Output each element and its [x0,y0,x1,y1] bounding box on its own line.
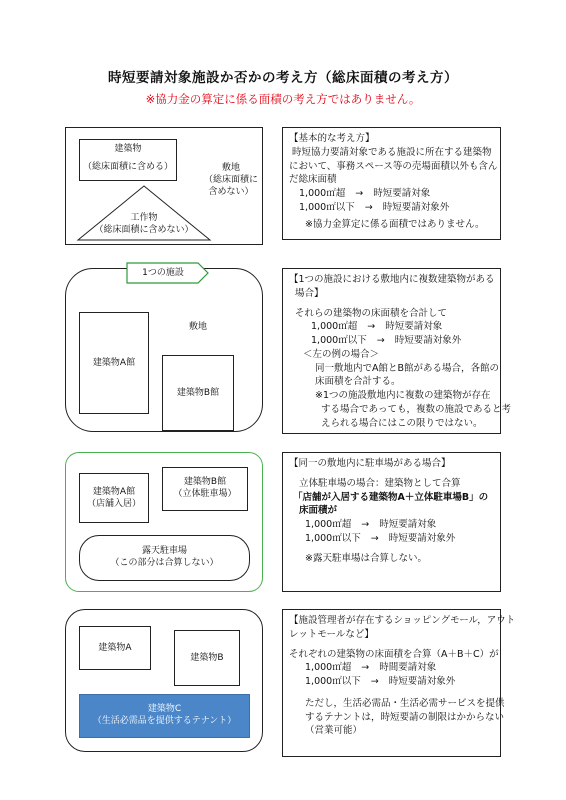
building-a-label: 建築物A館 [92,487,136,497]
structure-note: （総床面積に含めない） [94,225,194,236]
section3-note: ※露天駐車場は合算しない。 [305,552,427,564]
section2-intro: それらの建築物の床面積を合計して [295,307,448,319]
page-title: 時短要請対象施設か否かの考え方（総床面積の考え方） [108,70,458,86]
site-note-1: （総床面積に [203,175,258,186]
section2-heading: 【1つの施設における敷地内に複数建築物がある 場合】 [289,274,495,299]
section3-heading: 【同一の敷地内に駐車場がある場合】 [289,458,451,469]
building-b-box [162,355,234,431]
section4-diagram [65,609,263,752]
section2-example-body: 同一敷地内でA館とB館がある場合，各館の 床面積を合計する。 [315,362,500,388]
section4-rule-over: 1,000㎡超 → 時間要請対象 [305,662,437,674]
section1-diagram [65,127,263,245]
section2-note: ※1つの施設敷地内に複数の建築物が存在 する場合であっても，複数の施設であると考 えられる場合にはこの限りではない。 [315,390,511,429]
building-box [79,139,177,181]
section2-example-heading: ＜左の例の場合＞ [303,348,380,360]
structure-label: 工作物 [130,213,158,223]
section4-explanation [282,609,516,757]
section4-note: ただし，生活必需品・生活必需サービスを提供 するテナントは，時短要請の制限はかからない （営業可能） [305,697,505,737]
building-b-label: 建築物B館 [176,387,220,398]
building-c-note: （生活必需品を提供するテナント） [92,716,237,727]
section1-explanation [282,127,501,240]
building-b-note: （立体駐車場） [173,489,237,500]
building-b-box [174,630,240,686]
section3-explanation [282,452,501,592]
section3-bold-line-2: 床面積が [299,505,338,517]
building-label: 建築物 [114,144,142,154]
section3-rule-under: 1,000㎡以下 → 時短要請対象外 [305,532,456,544]
building-b-label: 建築物B館 [183,477,227,487]
building-c-box [79,694,250,738]
section3-diagram [65,452,263,592]
structure-label-block [86,212,202,236]
section2-rule-over: 1,000㎡超 → 時短要請対象 [311,321,443,333]
building-a-label: 建築物A館 [92,357,136,368]
open-parking-box [79,535,250,581]
facility-tag-label: 1つの施設 [142,268,184,278]
building-a-box [79,626,151,670]
site-note-2: 含めない） [208,187,254,198]
notice-text: ※協力金の算定に係る面積の考え方ではありません。 [145,92,421,106]
site-label: 敷地 [188,322,207,332]
section4-heading: 【施設管理者が存在するショッピングモール，アウト レットモールなど】 [289,615,516,640]
section3-bold-line-1: 「店舗が入居する建築物A＋立体駐車場B」の [293,491,489,503]
building-c-label: 建築物C [147,704,182,714]
building-a-label: 建築物A [98,642,132,653]
building-a-note: （店舗入居） [86,499,141,510]
section1-body: 時短協力要請対象である施設に所在する建築物 において、事務スペース等の売場面積以外も含ん だ総床面積 [289,146,498,186]
section4-rule-under: 1,000㎡以下 → 時短要請対象外 [305,676,456,688]
section2-rule-under: 1,000㎡以下 → 時短要請対象外 [311,335,462,347]
building-a-box [79,473,149,523]
section2-diagram [65,268,263,432]
section3-intro: 立体駐車場の場合：建築物として合算 [299,477,461,489]
open-parking-label: 露天駐車場 [141,546,187,556]
section1-heading: 【基本的な考え方】 [289,133,375,144]
section2-explanation [282,268,511,434]
site-label: 敷地 [221,163,240,173]
section1-footnote: ※協力金算定に係る面積ではありません。 [305,218,485,230]
building-b-box [162,467,248,511]
section4-intro: それぞれの建築物の床面積を合算（A＋B＋C）が [289,648,499,660]
section1-rule-under: 1,000㎡以下 → 時短要請対象外 [299,201,450,213]
building-note: （総床面積に含める） [82,162,173,173]
open-parking-note: （この部分は合算しない） [110,558,219,569]
section1-rule-over: 1,000㎡超 → 時短要請対象 [299,188,431,200]
section3-rule-over: 1,000㎡超 → 時短要請対象 [305,519,437,531]
building-b-label: 建築物B [190,652,224,663]
building-a-box [79,312,149,414]
